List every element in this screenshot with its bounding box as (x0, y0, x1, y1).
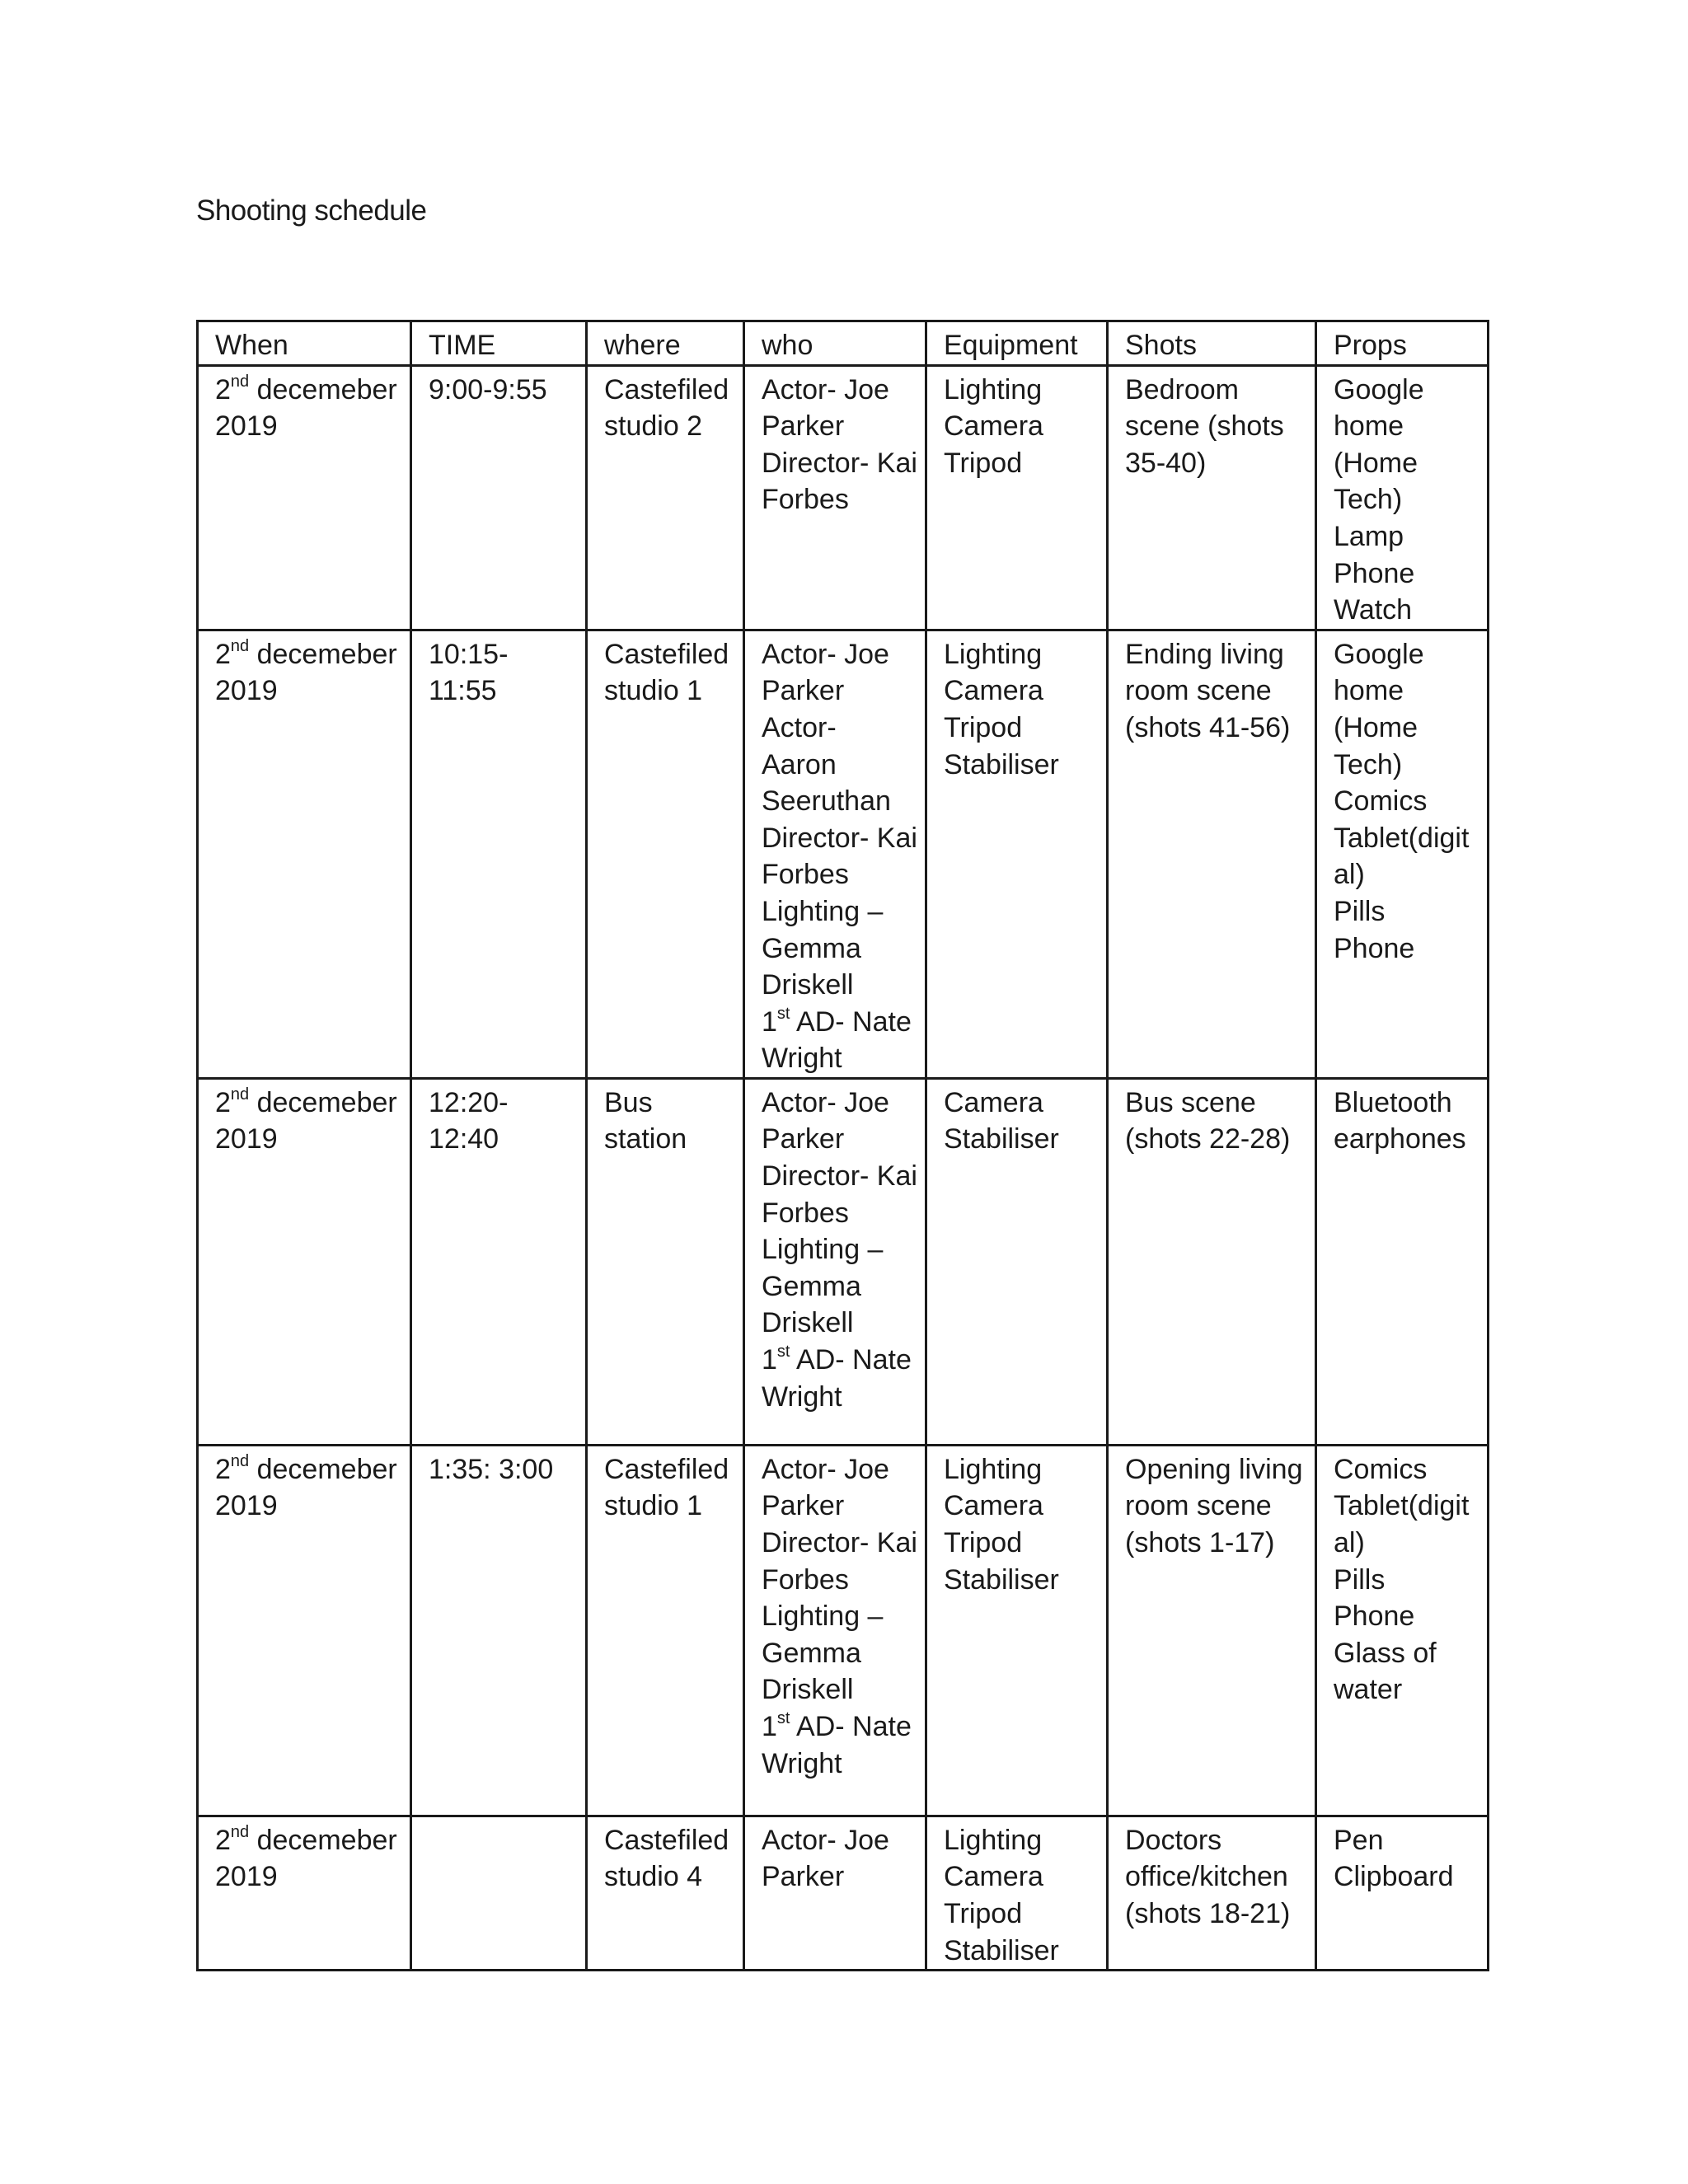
date-year: 2019 (215, 675, 278, 707)
cell-equipment (926, 1445, 1108, 1816)
cell-shots (1108, 365, 1316, 630)
cell-where (587, 1078, 744, 1445)
props-line: Google (1334, 373, 1424, 405)
who-line: 1st AD- Nate (762, 1343, 912, 1376)
shots-line: (shots 1-17) (1125, 1527, 1275, 1559)
props-line: al) (1334, 859, 1365, 891)
props-line: Tech) (1334, 484, 1403, 516)
cell-when (198, 1078, 411, 1445)
equipment-line: Lighting (944, 1453, 1043, 1485)
who-line: Driskell (762, 969, 854, 1001)
equipment-line: Camera (944, 1086, 1043, 1118)
cell-where (587, 365, 744, 630)
cell-shots (1108, 1816, 1316, 1970)
equipment-line: Camera (944, 1490, 1043, 1522)
props-line: (Home (1334, 711, 1418, 743)
where-line: Castefiled (604, 1453, 729, 1485)
date-line (215, 636, 398, 673)
equipment-line: Stabiliser (944, 1934, 1059, 1966)
cell-props (1316, 1445, 1489, 1816)
cell-time (411, 365, 587, 630)
who-line: Actor- Joe (762, 1824, 889, 1856)
who-line: Seeruthan (762, 785, 891, 818)
equipment-line: Stabiliser (944, 1563, 1059, 1596)
cell-when (198, 365, 411, 630)
props-line: Google (1334, 638, 1424, 670)
who-line: Parker (762, 1861, 845, 1893)
who-line: Gemma (762, 1637, 861, 1669)
where-line: Castefiled (604, 638, 729, 670)
props-line: (Home (1334, 447, 1418, 479)
date-ordinal: nd (230, 636, 250, 655)
equipment-line: Camera (944, 410, 1043, 443)
date-month: decemeber (249, 638, 397, 670)
who-line: Director- Kai (762, 1160, 917, 1193)
who-line: Gemma (762, 932, 861, 964)
shots-line: 35-40) (1125, 447, 1207, 479)
shots-line: (shots 18-21) (1125, 1898, 1291, 1930)
cell-who (744, 365, 926, 630)
where-line: studio 2 (604, 410, 703, 443)
cell-who (744, 1078, 926, 1445)
date-line (215, 1451, 398, 1488)
who-line: Parker (762, 1490, 845, 1522)
where-line: Castefiled (604, 373, 729, 405)
table-header-row (198, 321, 1489, 366)
cell-time (411, 1816, 587, 1970)
cell-where (587, 1816, 744, 1970)
equipment-line: Stabiliser (944, 1123, 1059, 1155)
table-row (198, 1078, 1489, 1445)
time-line: 10:15- (429, 638, 509, 670)
cell-when (198, 630, 411, 1078)
props-line: Comics (1334, 1453, 1428, 1485)
props-line: Tech) (1334, 748, 1403, 780)
equipment-line: Tripod (944, 1898, 1023, 1930)
cell-when (198, 1816, 411, 1970)
props-line: Lamp (1334, 520, 1404, 552)
shots-line: (shots 22-28) (1125, 1123, 1291, 1155)
time-line: 11:55 (429, 675, 497, 707)
who-line: Lighting – (762, 1601, 884, 1633)
table-row (198, 1816, 1489, 1970)
who-line: Actor- Joe (762, 373, 889, 405)
header-cell-when: When (198, 321, 411, 366)
shots-line: scene (shots (1125, 410, 1284, 443)
cell-props (1316, 365, 1489, 630)
who-line: Lighting – (762, 895, 884, 927)
cell-equipment (926, 1816, 1108, 1970)
date-line (215, 372, 398, 409)
document-title: Shooting schedule (196, 194, 427, 227)
date-day: 2 (215, 373, 231, 405)
who-line: Parker (762, 1123, 845, 1155)
equipment-line: Camera (944, 675, 1043, 707)
date-month: decemeber (249, 373, 397, 405)
who-line: Driskell (762, 1307, 854, 1339)
equipment-line: Lighting (944, 638, 1043, 670)
cell-time (411, 1445, 587, 1816)
props-line: Pills (1334, 895, 1386, 927)
cell-time (411, 1078, 587, 1445)
who-line: Director- Kai (762, 822, 917, 854)
shots-line: Bus scene (1125, 1086, 1256, 1118)
where-line: studio 1 (604, 675, 703, 707)
who-line: Director- Kai (762, 447, 917, 479)
props-line: water (1334, 1674, 1403, 1706)
who-line: 1st AD- Nate (762, 1709, 912, 1743)
who-line: Parker (762, 675, 845, 707)
who-line: Lighting – (762, 1234, 884, 1266)
props-line: Glass of (1334, 1637, 1437, 1669)
who-line: Aaron (762, 748, 837, 780)
shots-line: room scene (1125, 1490, 1272, 1522)
props-line: Phone (1334, 1601, 1415, 1633)
where-line: studio 4 (604, 1861, 703, 1893)
props-line: earphones (1334, 1123, 1466, 1155)
header-cell-shots: Shots (1108, 321, 1316, 366)
time-line: 12:20- (429, 1086, 509, 1118)
header-cell-time: TIME (411, 321, 587, 366)
shots-line: office/kitchen (1125, 1861, 1288, 1893)
cell-where (587, 630, 744, 1078)
who-line: Actor- Joe (762, 1453, 889, 1485)
equipment-line: Tripod (944, 447, 1023, 479)
cell-props (1316, 630, 1489, 1078)
cell-who (744, 630, 926, 1078)
equipment-line: Camera (944, 1861, 1043, 1893)
who-line: Actor- (762, 711, 837, 743)
who-line: Parker (762, 410, 845, 443)
date-year: 2019 (215, 1861, 278, 1893)
header-cell-props: Props (1316, 321, 1489, 366)
time-line: 12:40 (429, 1123, 499, 1155)
who-line: Forbes (762, 1563, 849, 1596)
shots-line: room scene (1125, 675, 1272, 707)
date-day: 2 (215, 1824, 231, 1856)
equipment-line: Tripod (944, 711, 1023, 743)
shots-line: Ending living (1125, 638, 1284, 670)
equipment-line: Stabiliser (944, 748, 1059, 780)
equipment-line: Lighting (944, 1824, 1043, 1856)
date-ordinal: nd (230, 1451, 250, 1470)
date-day: 2 (215, 1086, 231, 1118)
cell-when (198, 1445, 411, 1816)
cell-shots (1108, 1445, 1316, 1816)
header-cell-who: who (744, 321, 926, 366)
shots-line: (shots 41-56) (1125, 711, 1291, 743)
who-line: Actor- Joe (762, 1086, 889, 1118)
date-line (215, 1085, 398, 1122)
who-line: Wright (762, 1747, 842, 1779)
who-line: Actor- Joe (762, 638, 889, 670)
props-line: Pen (1334, 1824, 1384, 1856)
cell-who (744, 1816, 926, 1970)
table-row (198, 1445, 1489, 1816)
who-line: 1st AD- Nate (762, 1004, 912, 1038)
equipment-line: Lighting (944, 373, 1043, 405)
table-row (198, 365, 1489, 630)
time-line: 1:35: 3:00 (429, 1453, 554, 1485)
who-line: Wright (762, 1043, 842, 1075)
cell-equipment (926, 1078, 1108, 1445)
props-line: home (1334, 410, 1404, 443)
shots-line: Doctors (1125, 1824, 1222, 1856)
who-line: Director- Kai (762, 1527, 917, 1559)
shots-line: Bedroom (1125, 373, 1239, 405)
header-cell-equipment: Equipment (926, 321, 1108, 366)
who-line: Forbes (762, 484, 849, 516)
date-year: 2019 (215, 410, 278, 443)
time-line: 9:00-9:55 (429, 373, 547, 405)
cell-shots (1108, 630, 1316, 1078)
date-ordinal: nd (230, 372, 250, 391)
who-line: Wright (762, 1380, 842, 1413)
cell-equipment (926, 365, 1108, 630)
props-line: Pills (1334, 1563, 1386, 1596)
who-line: Forbes (762, 859, 849, 891)
props-line: Clipboard (1334, 1861, 1454, 1893)
date-month: decemeber (249, 1824, 397, 1856)
props-line: Tablet(digit (1334, 822, 1470, 854)
props-line: home (1334, 675, 1404, 707)
date-month: decemeber (249, 1086, 397, 1118)
cell-props (1316, 1078, 1489, 1445)
date-line (215, 1822, 398, 1859)
header-cell-where: where (587, 321, 744, 366)
props-line: Phone (1334, 557, 1415, 589)
table-row (198, 630, 1489, 1078)
date-month: decemeber (249, 1453, 397, 1485)
date-ordinal: nd (230, 1822, 250, 1841)
where-line: Bus (604, 1086, 653, 1118)
where-line: station (604, 1123, 687, 1155)
equipment-line: Tripod (944, 1527, 1023, 1559)
shots-line: Opening living (1125, 1453, 1303, 1485)
props-line: Watch (1334, 594, 1413, 626)
date-year: 2019 (215, 1123, 278, 1155)
cell-shots (1108, 1078, 1316, 1445)
props-line: al) (1334, 1527, 1365, 1559)
date-year: 2019 (215, 1490, 278, 1522)
where-line: Castefiled (604, 1824, 729, 1856)
cell-who (744, 1445, 926, 1816)
cell-props (1316, 1816, 1489, 1970)
cell-equipment (926, 630, 1108, 1078)
date-day: 2 (215, 1453, 231, 1485)
props-line: Comics (1334, 785, 1428, 818)
who-line: Forbes (762, 1197, 849, 1229)
props-line: Phone (1334, 932, 1415, 964)
cell-time (411, 630, 587, 1078)
where-line: studio 1 (604, 1490, 703, 1522)
who-line: Driskell (762, 1674, 854, 1706)
props-line: Bluetooth (1334, 1086, 1452, 1118)
date-day: 2 (215, 638, 231, 670)
who-line: Gemma (762, 1270, 861, 1302)
date-ordinal: nd (230, 1085, 250, 1104)
shooting-schedule-table (196, 320, 1489, 1971)
cell-where (587, 1445, 744, 1816)
props-line: Tablet(digit (1334, 1490, 1470, 1522)
